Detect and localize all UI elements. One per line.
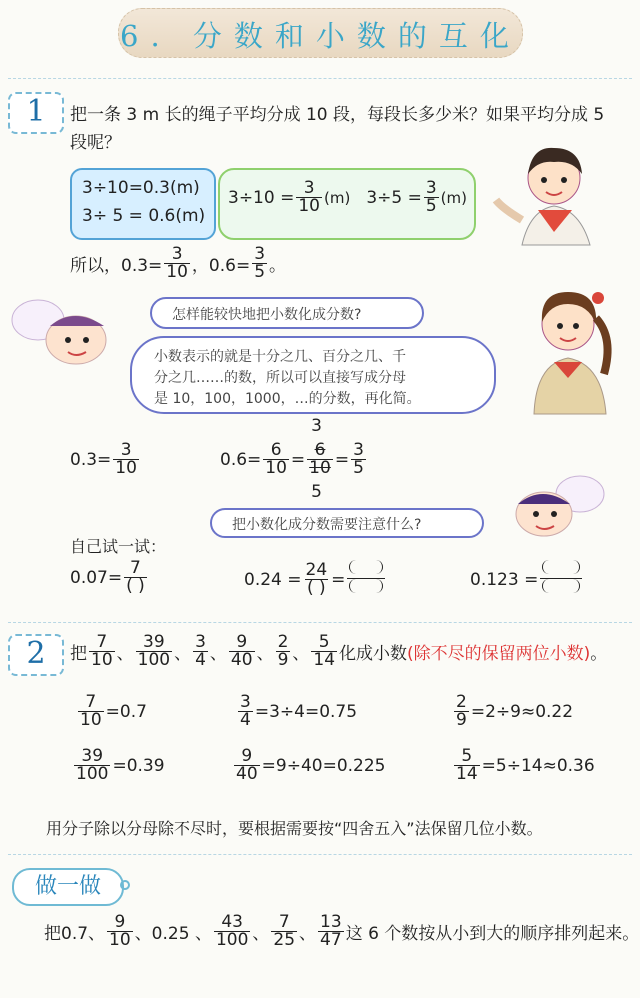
numerator: 5 xyxy=(461,746,473,766)
numerator-blank[interactable] xyxy=(540,560,582,578)
solution-line2: 3÷ 5 = 0.6(m) xyxy=(82,206,206,226)
result-value: =3÷4=0.75 xyxy=(254,701,358,722)
denominator: 25 xyxy=(273,930,296,951)
try1-row xyxy=(70,560,149,596)
numerator-blank[interactable] xyxy=(347,560,385,578)
fraction xyxy=(296,180,322,216)
reduced-denominator: 5 xyxy=(311,482,322,502)
fraction xyxy=(454,748,480,784)
fraction xyxy=(229,634,255,670)
practice-label: 做一做 xyxy=(12,868,124,906)
bubble-text: 把小数化成分数需要注意什么? xyxy=(232,517,422,533)
result-value: =2÷9≈0.22 xyxy=(470,701,574,722)
bubble-line2: 分之几……的数，所以可以直接写成分母 xyxy=(154,370,406,386)
conclusion-end: 。 xyxy=(269,256,287,277)
rounding-note: 用分子除以分母除不尽时，要根据需要按“四舍五入”法保留几位小数。 xyxy=(46,819,543,838)
title-banner xyxy=(118,8,523,58)
fraction xyxy=(271,914,297,950)
numerator: 7 xyxy=(278,912,290,932)
numerator: 3 xyxy=(195,632,206,652)
try-prefix: 0.07= xyxy=(70,567,123,588)
prompt-suffix: 化成小数 xyxy=(339,644,408,665)
numerator: 7 xyxy=(96,632,108,652)
fraction xyxy=(124,560,147,596)
problem-text-line2: 段呢？ xyxy=(70,133,121,153)
angel-illustration xyxy=(8,290,128,372)
denominator: 14 xyxy=(456,764,478,785)
numerator: 24 xyxy=(305,559,328,580)
blank-fraction[interactable] xyxy=(347,560,385,599)
denominator: 40 xyxy=(230,650,253,671)
fraction xyxy=(193,634,208,670)
solution-line1: 3÷10=0.3(m) xyxy=(82,178,200,198)
try2-row xyxy=(244,560,387,599)
result-row xyxy=(72,748,165,784)
result-value: =0.7 xyxy=(105,701,147,722)
page-title: 6. 分数和小数的互化 xyxy=(120,19,521,53)
result-row xyxy=(452,748,595,784)
section2-prompt-row: 把 $\frac{7}{10}$ 、 $\frac{39}{100}$ 、 $\frac{3}{4}$ 、 $\frac{9}{40}$ 、 $\frac{2}{9}$ 、 $\frac{5}{14}$ 化成小数 (除不尽的保留两位小数) 。 xyxy=(70,632,608,671)
denominator: 100 xyxy=(215,930,249,951)
blank-bracket xyxy=(349,560,383,574)
denominator: 10 xyxy=(109,930,131,951)
bubble-line3: 是 10，100，1000，…的分数，再化简。 xyxy=(154,391,421,407)
section-divider xyxy=(8,622,632,623)
fraction xyxy=(311,634,337,670)
fraction xyxy=(238,694,253,730)
numerator: 39 xyxy=(143,632,165,652)
numerator: 3 xyxy=(353,440,364,460)
fraction xyxy=(74,748,110,784)
denominator: 47 xyxy=(320,930,342,951)
denominator: 5 xyxy=(425,196,437,217)
denominator: 9 xyxy=(456,710,467,731)
numerator: 2 xyxy=(277,632,289,652)
prompt-end: 。 xyxy=(590,644,608,665)
denominator: 100 xyxy=(76,764,109,785)
fraction-solution-row xyxy=(228,180,467,216)
numerator: 9 xyxy=(236,632,248,652)
equals: = xyxy=(334,449,350,470)
numerator: 3 xyxy=(120,440,132,460)
numerator: 3 xyxy=(254,244,266,264)
blank-fraction[interactable] xyxy=(540,560,582,599)
result-row xyxy=(76,694,147,730)
denominator: 4 xyxy=(240,710,251,731)
numerator: 13 xyxy=(320,912,342,932)
example-prefix: 0.3= xyxy=(70,449,112,470)
practice-mid: 、0.25 、 xyxy=(134,924,212,945)
denominator-blank[interactable]: ( ) xyxy=(126,576,145,597)
numerator: 5 xyxy=(318,632,330,652)
solution-b-prefix: 3÷5 = xyxy=(366,187,422,208)
example2-row: 0.6= $\frac{6}{10}$ = 3 $\frac{6}{10}$ 5 = $\frac{3}{5}$ xyxy=(220,416,364,502)
fraction xyxy=(214,914,250,950)
denominator-blank[interactable] xyxy=(347,578,385,599)
numerator: 3 xyxy=(240,692,251,712)
question-bubble-2 xyxy=(210,508,484,538)
try3-row xyxy=(470,560,584,599)
numerator: 3 xyxy=(303,178,315,198)
numerator: 7 xyxy=(130,558,141,578)
result-row xyxy=(232,748,386,784)
numerator: 2 xyxy=(456,692,467,712)
explanation-bubble xyxy=(130,336,496,414)
problem-text-line1: 把一条 3 m 长的绳子平均分成 10 段，每段长多少米？如果平均分成 5 xyxy=(70,105,605,125)
fraction xyxy=(164,246,190,282)
denominator: 9 xyxy=(277,650,289,671)
result-value: =9÷40=0.225 xyxy=(261,755,386,776)
denominator-blank[interactable]: ( ) xyxy=(306,578,326,598)
numerator: 9 xyxy=(114,912,126,932)
denominator: 40 xyxy=(236,764,258,785)
result-value: =0.39 xyxy=(112,755,165,776)
fraction xyxy=(454,694,469,730)
fraction xyxy=(252,246,267,282)
numerator: 9 xyxy=(241,746,253,766)
fraction xyxy=(263,442,289,478)
denominator: 10 xyxy=(80,710,102,731)
result-row xyxy=(236,694,357,730)
fraction xyxy=(307,442,333,478)
prompt-note: (除不尽的保留两位小数) xyxy=(407,644,591,665)
conclusion-sep: ，0.6= xyxy=(191,256,251,277)
decimal-solution-box xyxy=(70,168,216,240)
practice-row: 把0.7、 $\frac{9}{10}$ 、0.25 、 $\frac{43}{100}$ 、 $\frac{7}{25}$ 、 $\frac{13}{47}$ 这 6 个数按从小到大的顺序排列起来。 xyxy=(44,912,640,951)
result-row xyxy=(452,694,573,730)
example1-row xyxy=(70,442,141,478)
denominator: 10 xyxy=(166,262,188,283)
fraction xyxy=(107,914,133,950)
pill-tail xyxy=(120,880,130,890)
numerator: 39 xyxy=(81,746,104,766)
conclusion-row xyxy=(70,246,286,282)
denominator: 14 xyxy=(313,650,336,671)
denominator: 10 xyxy=(115,458,137,479)
example-prefix: 0.6= xyxy=(220,449,262,470)
numerator: 7 xyxy=(85,692,97,712)
section-divider xyxy=(8,854,632,855)
conclusion-prefix: 所以，0.3= xyxy=(70,256,163,277)
denominator: 4 xyxy=(195,650,206,671)
try-prefix: 0.123 = xyxy=(470,569,539,590)
denominator: 100 xyxy=(137,650,171,671)
girl-illustration xyxy=(514,278,622,418)
blank-bracket xyxy=(542,560,580,574)
numerator: 6 xyxy=(270,440,282,460)
blank-bracket xyxy=(349,579,383,593)
question-bubble xyxy=(150,297,424,329)
numerator: 43 xyxy=(221,912,243,932)
denominator: 10 xyxy=(91,650,113,671)
fraction xyxy=(234,748,260,784)
fraction xyxy=(304,559,330,598)
angel-illustration-2 xyxy=(498,470,608,548)
fraction xyxy=(276,634,291,670)
problem-number-badge: 2 xyxy=(8,634,64,676)
result-value: =5÷14≈0.36 xyxy=(481,755,595,776)
try-label: 自己试一试： xyxy=(70,537,167,556)
fraction-solution-box xyxy=(218,168,476,240)
practice-suffix: 这 6 个数按从小到大的顺序排列起来。 xyxy=(345,924,640,945)
blank-bracket xyxy=(542,579,580,593)
fraction xyxy=(113,442,139,478)
fraction xyxy=(424,180,439,216)
solution-a-prefix: 3÷10 = xyxy=(228,187,295,208)
equals: = xyxy=(331,569,346,590)
numerator: 3 xyxy=(425,178,437,198)
reduced-numerator: 3 xyxy=(311,416,322,436)
denominator: 10 xyxy=(309,458,331,479)
try-prefix: 0.24 = xyxy=(244,569,302,590)
denominator-blank[interactable] xyxy=(540,578,582,599)
prompt-prefix: 把 xyxy=(70,644,87,665)
denominator: 10 xyxy=(298,196,320,217)
reduced-fraction-wrap xyxy=(305,416,335,502)
unit: (m) xyxy=(440,188,467,207)
practice-prefix: 把0.7、 xyxy=(44,924,106,945)
bubble-line1: 小数表示的就是十分之几、百分之几、千 xyxy=(154,349,406,365)
fraction xyxy=(78,694,104,730)
fraction xyxy=(136,634,172,670)
denominator: 5 xyxy=(353,458,364,479)
denominator: 5 xyxy=(254,262,266,283)
boy-illustration xyxy=(492,140,607,252)
fraction xyxy=(351,442,366,478)
denominator: 10 xyxy=(265,458,287,479)
fraction xyxy=(89,634,115,670)
fraction xyxy=(318,914,344,950)
bubble-text: 怎样能较快地把小数化成分数? xyxy=(172,307,362,323)
numerator: 6 xyxy=(314,440,326,460)
numerator: 3 xyxy=(171,244,183,264)
section-divider xyxy=(8,78,632,79)
problem-number-badge: 1 xyxy=(8,92,64,134)
unit: (m) xyxy=(323,188,351,207)
